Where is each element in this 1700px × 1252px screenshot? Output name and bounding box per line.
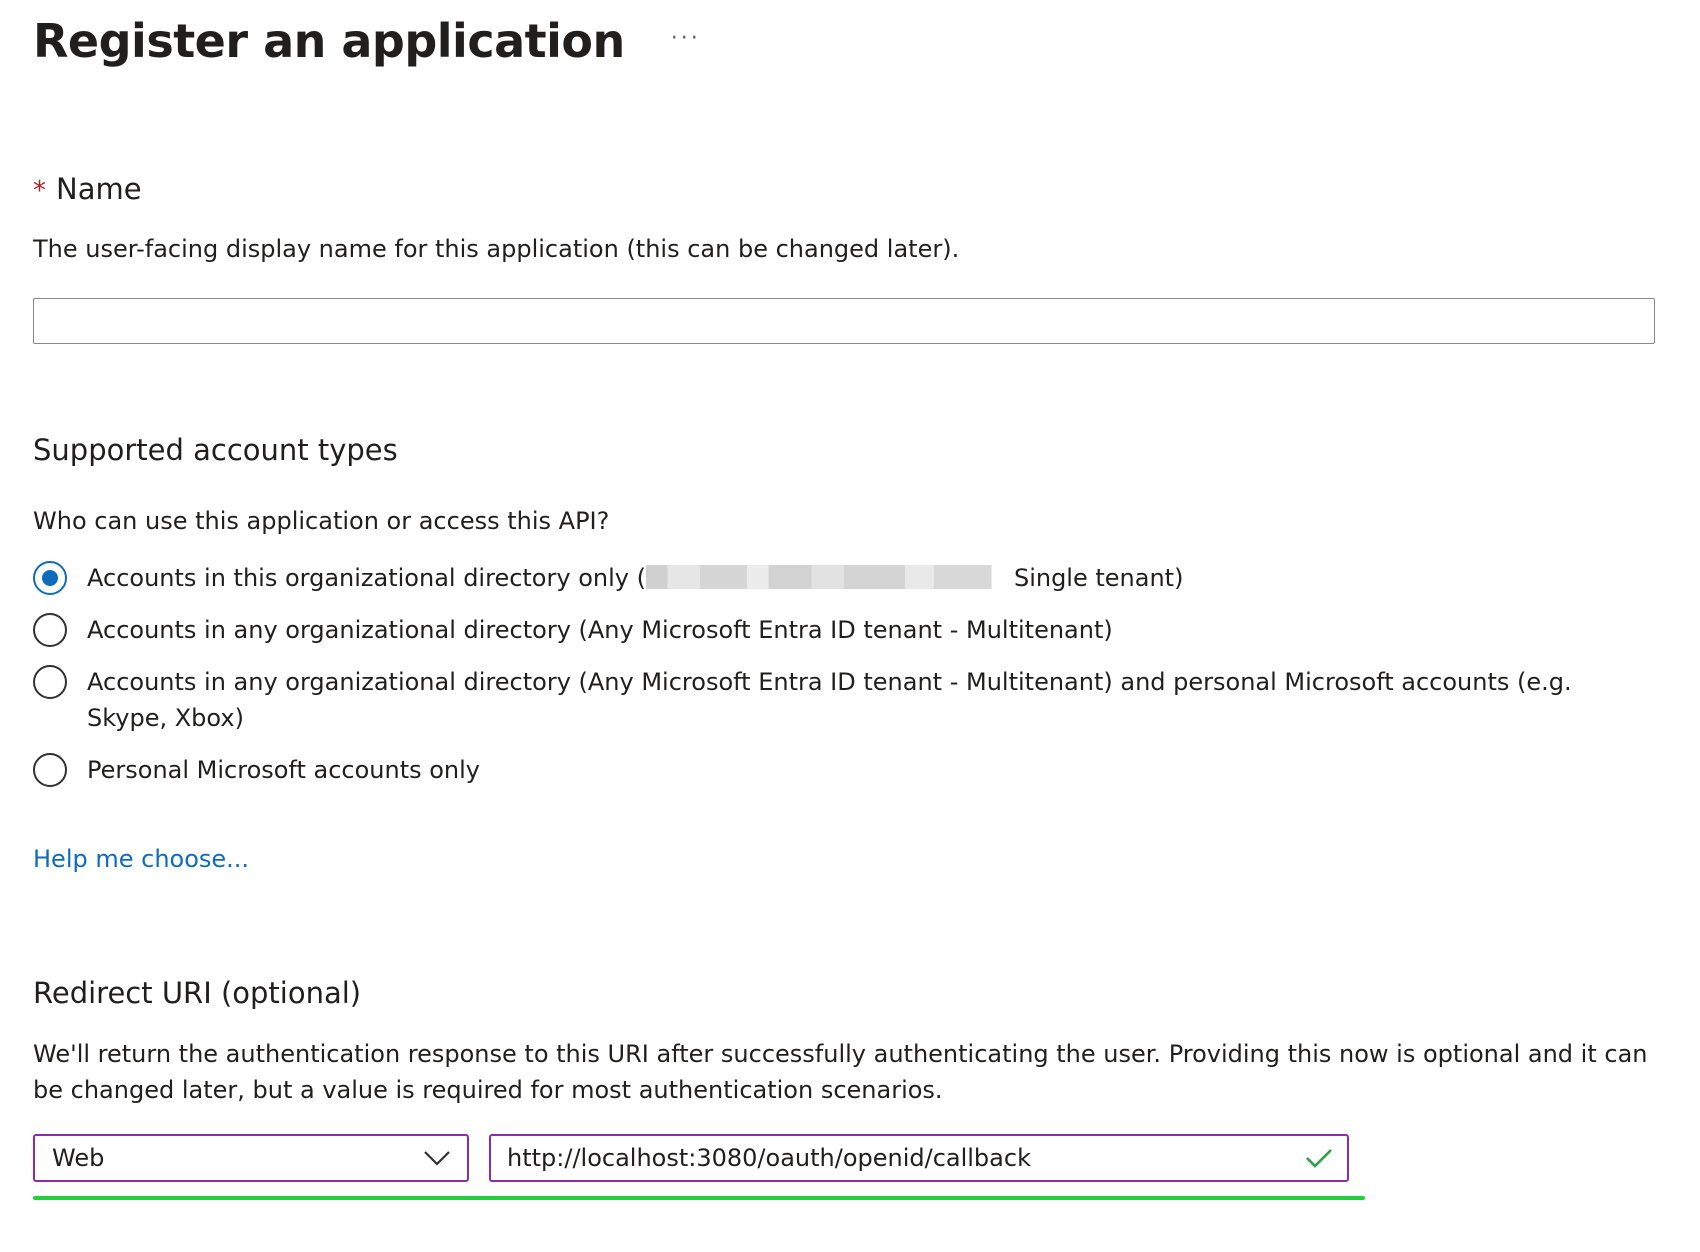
radio-label: Accounts in any organizational directory (Any Microsoft Entra ID tenant - Multitenant) — [87, 616, 1113, 644]
chevron-down-icon — [423, 1149, 451, 1167]
redirect-uri-field[interactable] — [489, 1134, 1349, 1182]
radio-button-selected[interactable] — [33, 561, 67, 595]
redirect-uri-row — [33, 1134, 1349, 1182]
redirect-uri-title: Redirect URI (optional) — [33, 976, 362, 1010]
radio-option-multitenant[interactable] — [33, 612, 1113, 648]
redirect-uri-description: We'll return the authentication response to this URI after successfully authenticating the user. Providing this now is optional and it can be changed later, but a value is required for most authentication scenarios. — [33, 1040, 1648, 1104]
more-horizontal-icon[interactable]: ··· — [670, 25, 701, 51]
platform-select[interactable] — [33, 1134, 469, 1182]
radio-label: Personal Microsoft accounts only — [87, 756, 481, 784]
redirect-uri-input[interactable] — [507, 1144, 1305, 1172]
name-label-text: Name — [56, 172, 142, 206]
page-title: Register an application — [33, 14, 625, 68]
radio-label: Accounts in any organizational directory (Any Microsoft Entra ID tenant - Multitenant) and personal Microsoft accounts (e.g. Skype, Xbox) — [87, 668, 1572, 732]
account-types-question: Who can use this application or access this API? — [33, 507, 610, 535]
radio-button[interactable] — [33, 665, 67, 699]
title-row — [33, 14, 701, 68]
radio-button[interactable] — [33, 753, 67, 787]
radio-label: Accounts in this organizational directory only ( Single tenant) — [87, 564, 1184, 592]
radio-option-multitenant-personal[interactable] — [33, 664, 1647, 736]
checkmark-icon — [1305, 1147, 1333, 1169]
radio-button[interactable] — [33, 613, 67, 647]
help-me-choose-link[interactable]: Help me choose... — [33, 845, 250, 873]
name-label — [33, 172, 142, 206]
name-input[interactable] — [33, 298, 1655, 344]
radio-option-single-tenant[interactable] — [33, 560, 1183, 596]
radio-option-personal-only[interactable] — [33, 752, 480, 788]
required-marker: * — [33, 176, 46, 206]
highlight-underline — [33, 1196, 1365, 1200]
name-description: The user-facing display name for this application (this can be changed later). — [33, 235, 960, 263]
platform-selected-value: Web — [52, 1144, 105, 1172]
account-types-title: Supported account types — [33, 433, 398, 467]
redacted-tenant-name — [646, 565, 1006, 589]
